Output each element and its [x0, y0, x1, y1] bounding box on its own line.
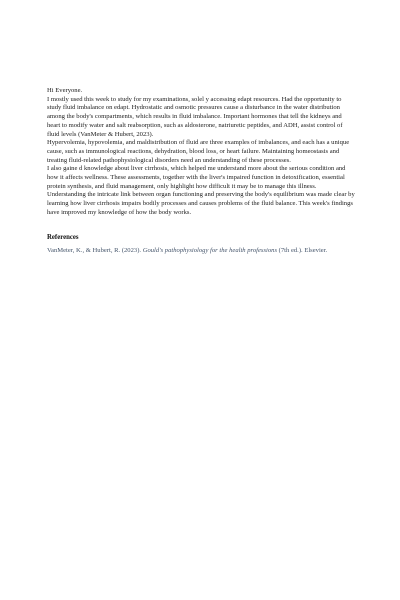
document-page: [47, 87, 355, 255]
reference-entry: [47, 247, 355, 256]
reference-edition: (7th ed.). Elsevier.: [277, 246, 328, 254]
reference-authors: VanMeter, K., & Hubert, R. (2023).: [47, 246, 143, 254]
reference-title: Gould's pathophysiology for the health professions: [142, 246, 278, 254]
paragraph-1: I mostly used this week to study for my examinations, solel y accessing edapt resources. Had the opportunity to study fluid imbalance on edapt. Hydrostatic and osmotic pressures cause a disturbance in the water distribution among the body's compartments, which results in fluid imbalance. Important hormones that tell the kidneys and heart to modify water and salt reabsorption, such as aldosterone, natriuretic peptides, and ADH, assist control of fluid levels (VanMeter & Hubert, 2023).: [47, 95, 343, 138]
paragraph-3: I also gaine d knowledge about liver cirrhosis, which helped me understand more about the serious condition and how it affects wellness. These assessments, together with the liver's impaired function in detoxification, essential protein synthesis, and fluid management, only highlight how difficult it may be to manage this illness. Understanding the intricate link between organ functioning and preserving the body's equilibrium was made clear by learning how liver cirrhosis impairs bodily processes and causes problems of the fluid balance. This week's findings have improved my knowledge of how the body works.: [47, 165, 355, 216]
post-body: [47, 87, 355, 218]
greeting: Hi Everyone.: [47, 87, 83, 94]
paragraph-2: Hypervolemia, hypovolemia, and maldistribution of fluid are three examples of imbalances, and each has a unique cause, such as immunological reactions, dehydration, blood loss, or heart failure. Maintaining homeostasis and treating fluid-related pathophysiological disorders need an understanding of these processes.: [47, 139, 350, 164]
references-heading: References: [47, 233, 79, 241]
